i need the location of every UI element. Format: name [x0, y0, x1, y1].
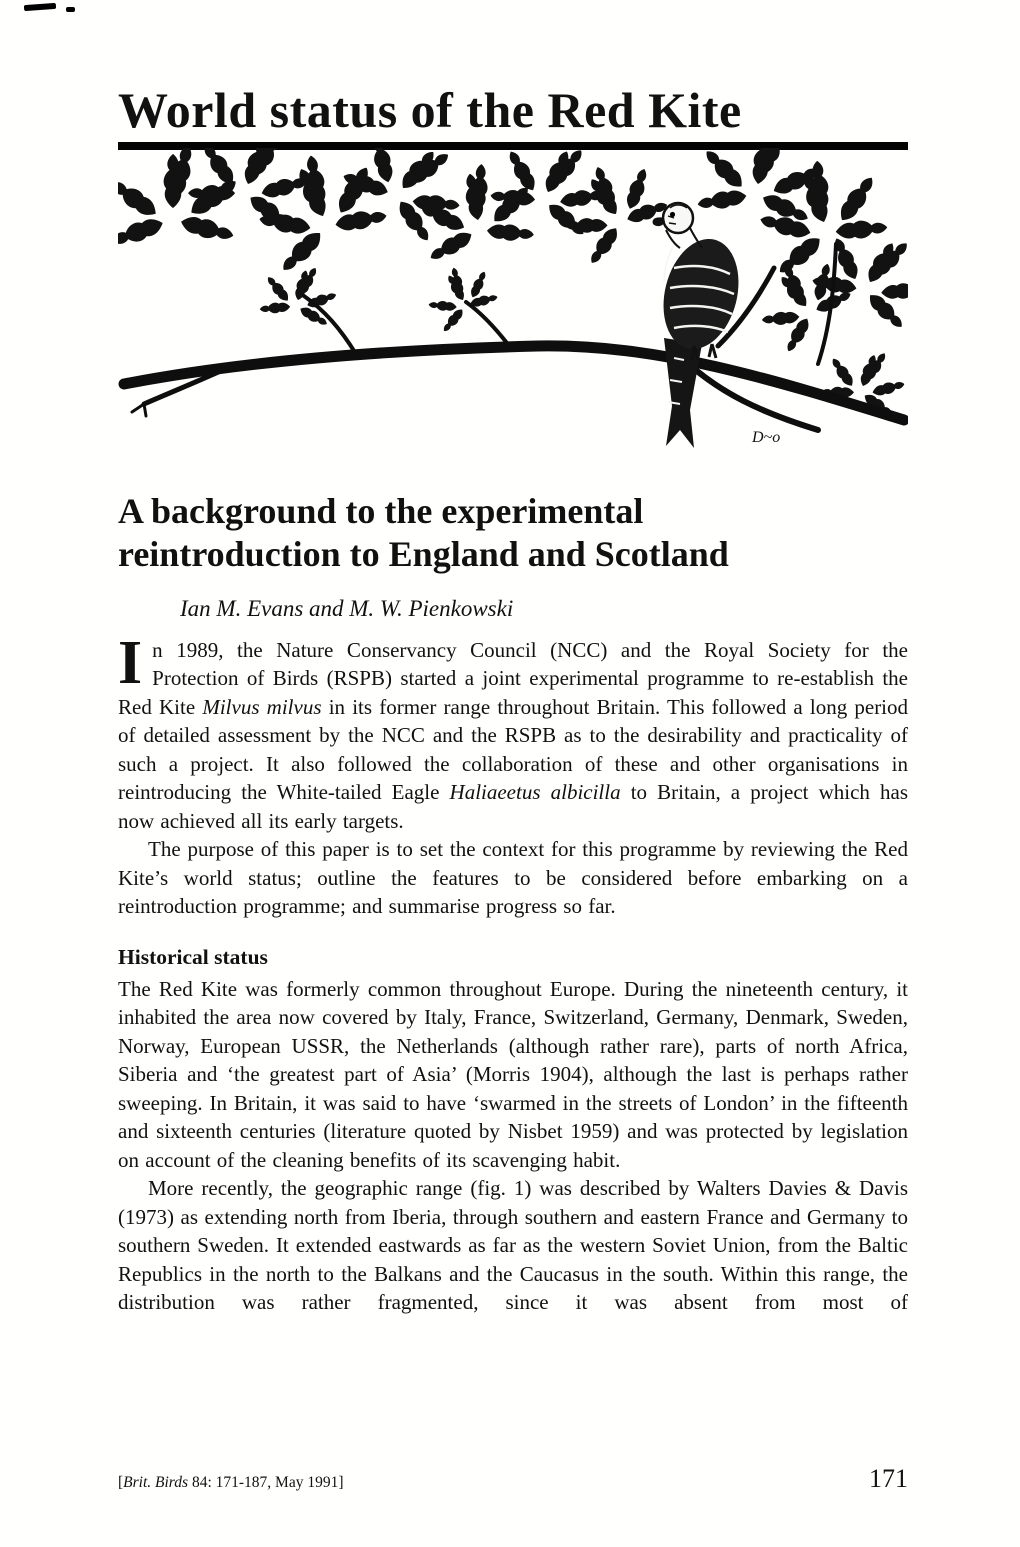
journal-citation — [118, 1474, 343, 1492]
bird-beak — [653, 217, 665, 226]
scan-artifact — [66, 7, 75, 12]
subtitle-line-2: reintroduction to England and Scotland — [118, 533, 729, 574]
journal-name: Brit. Birds — [123, 1474, 189, 1491]
species-latin-name: Haliaeetus albicilla — [449, 780, 621, 805]
subtitle-line-1: A background to the experimental — [118, 490, 644, 531]
species-latin-name: Milvus milvus — [202, 694, 322, 719]
historical-paragraph-1: The Red Kite was formerly common throughout Europe. During the nineteenth century, it inhabited the area now covered by Italy, France, Switzerland, Germany, Denmark, Sweden, Norway, European USSR, the Netherlands (although rather rare), parts of north Africa, Siberia and ‘the greatest part of Asia’ (Morris 1904), although the last is perhaps rather sweeping. In Britain, it was said to have ‘swarmed in the streets of London’ in the fifteenth and sixteenth centuries (literature quoted by Nisbet 1959) and was protected by legislation on account of the cleaning benefits of its scavenging habit. — [118, 976, 908, 1172]
intro-text: n 1989, the Nature Conservancy Council (NCC) and the Royal Society for the Protection of Birds (RSPB) started a joint experimental programme to re-establish the Red Kite — [118, 637, 908, 719]
red-kite-drawing — [118, 148, 908, 466]
intro-text: in its former range throughout Britain. This followed a long period of detailed assessment by the NCC and the RSPB as to the desirability and practicality of such a project. It also followed the collaboration of these and other organisations in reintroducing the White-tailed Eagle — [118, 694, 909, 805]
citation-text: [ — [118, 1474, 124, 1491]
bird-head — [663, 203, 693, 233]
drop-cap: I — [118, 628, 143, 697]
artist-signature: D~o — [752, 428, 781, 446]
text-column — [118, 0, 908, 1317]
page-footer — [118, 1464, 908, 1494]
intro-text: to Britain, a project which has now achieved all its early targets. — [118, 780, 908, 833]
citation-text: 84: 171-187, May 1991] — [188, 1474, 344, 1491]
section-heading-historical-status: Historical status — [118, 944, 268, 969]
byline: Ian M. Evans and M. W. Pienkowski — [180, 595, 514, 621]
red-kite-illustration — [118, 148, 908, 466]
page-number: 171 — [869, 1464, 908, 1493]
article-subtitle — [118, 490, 908, 576]
historical-paragraph-2: More recently, the geographic range (fig. 1) was described by Walters Davies & Davis (1973) as extending north from Iberia, through southern and eastern France and Germany to southern Sweden. It extended eastwards as far as the western Soviet Union, from the Baltic Republics in the north to the Balkans and the Caucasus in the south. Within this range, the distribution was rather fragmented, since it was absent from most of — [118, 1176, 908, 1315]
article-title: World status of the Red Kite — [118, 82, 742, 138]
bird-body — [653, 230, 750, 356]
scan-artifact — [24, 3, 56, 11]
purpose-paragraph: The purpose of this paper is to set the context for this programme by reviewing the Red Kite’s world status; outline the features to be considered before embarking on a reintroduction programme; and summarise progress so far. — [118, 837, 908, 919]
intro-paragraph — [118, 628, 909, 836]
bird-eye — [670, 211, 675, 216]
